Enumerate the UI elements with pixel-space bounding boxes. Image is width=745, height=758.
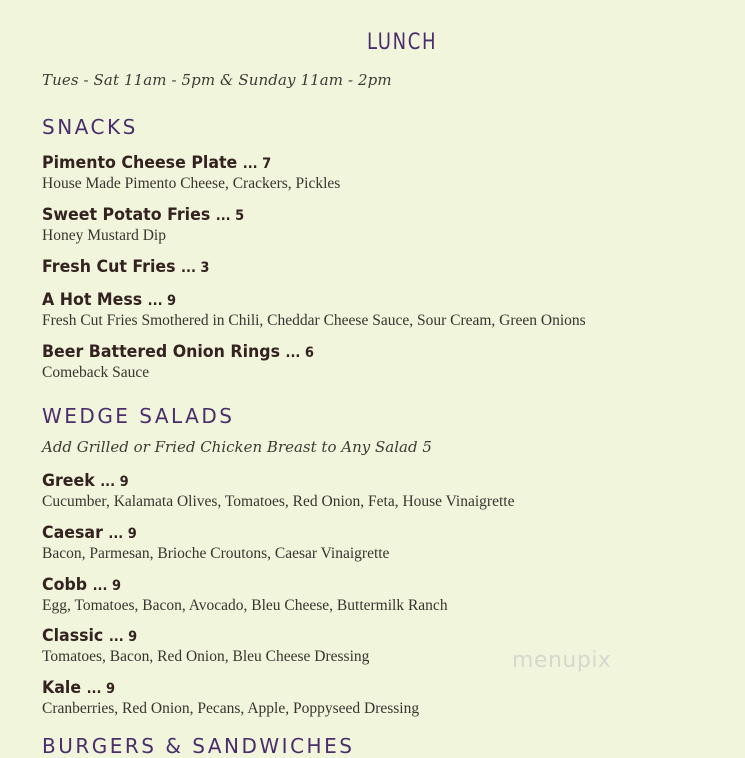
menu-item-name: Fresh Cut Fries ... 3 bbox=[42, 257, 210, 277]
menu-item bbox=[42, 205, 259, 245]
hours-text: Tues - Sat 11am - 5pm & Sunday 11am - 2pm bbox=[42, 71, 392, 89]
menu-item-price: ... 7 bbox=[242, 156, 272, 172]
menu-item-name: Cobb ... 9 bbox=[42, 575, 122, 595]
salad-note: Add Grilled or Fried Chicken Breast to Any Salad 5 bbox=[42, 438, 432, 456]
menu-item-description: Cranberries, Red Onion, Pecans, Apple, Poppyseed Dressing bbox=[42, 700, 420, 717]
section-heading-snacks: SNACKS bbox=[42, 115, 138, 139]
menu-item bbox=[42, 342, 334, 382]
menu-item-price: ... 9 bbox=[92, 578, 122, 594]
menu-item bbox=[42, 523, 389, 563]
menu-item-price: ... 9 bbox=[108, 629, 138, 645]
section-heading-salads: WEDGE SALADS bbox=[42, 404, 235, 428]
menu-item bbox=[42, 678, 419, 718]
menu-item-name: Beer Battered Onion Rings ... 6 bbox=[42, 342, 314, 362]
menu-item-price: ... 9 bbox=[86, 681, 116, 697]
menu-item-name: Classic ... 9 bbox=[42, 626, 138, 646]
menu-item-description: Bacon, Parmesan, Brioche Croutons, Caesar Vinaigrette bbox=[42, 545, 390, 562]
menu-item-description: Comeback Sauce bbox=[42, 364, 150, 381]
menu-item-description: Cucumber, Kalamata Olives, Tomatoes, Red Onion, Feta, House Vinaigrette bbox=[42, 493, 515, 510]
menu-item bbox=[42, 153, 340, 193]
menu-item-price: ... 3 bbox=[181, 260, 210, 276]
menu-item-name: Pimento Cheese Plate ... 7 bbox=[42, 153, 272, 173]
menu-item bbox=[42, 575, 448, 615]
menu-item-description: Tomatoes, Bacon, Red Onion, Bleu Cheese Dressing bbox=[42, 648, 370, 665]
menu-item-name: Greek ... 9 bbox=[42, 471, 129, 491]
menu-item-name: A Hot Mess ... 9 bbox=[42, 290, 177, 310]
menu-item bbox=[42, 471, 514, 511]
watermark: menupix bbox=[512, 648, 612, 673]
menu-item-name: Caesar ... 9 bbox=[42, 523, 137, 543]
menu-item-description: Fresh Cut Fries Smothered in Chili, Cheddar Cheese Sauce, Sour Cream, Green Onions bbox=[42, 312, 586, 329]
menu-item-price: ... 6 bbox=[285, 345, 314, 361]
menu-item-price: ... 9 bbox=[147, 293, 177, 309]
menu-item bbox=[42, 626, 369, 666]
section-heading-burgers: BURGERS & SANDWICHES bbox=[42, 734, 355, 758]
menu-item bbox=[42, 290, 586, 330]
menu-item-description: Honey Mustard Dip bbox=[42, 227, 166, 244]
menu-item-description: House Made Pimento Cheese, Crackers, Pickles bbox=[42, 175, 341, 192]
menu-item-price: ... 9 bbox=[108, 526, 137, 542]
menu-item-price: ... 9 bbox=[100, 474, 129, 490]
menu-item-name: Kale ... 9 bbox=[42, 678, 116, 698]
menu-item-price: ... 5 bbox=[215, 208, 245, 224]
page-title: LUNCH bbox=[367, 30, 438, 55]
menu-item-name: Sweet Potato Fries ... 5 bbox=[42, 205, 245, 225]
menu-item bbox=[42, 257, 222, 278]
menu-item-description: Egg, Tomatoes, Bacon, Avocado, Bleu Cheese, Buttermilk Ranch bbox=[42, 597, 448, 614]
